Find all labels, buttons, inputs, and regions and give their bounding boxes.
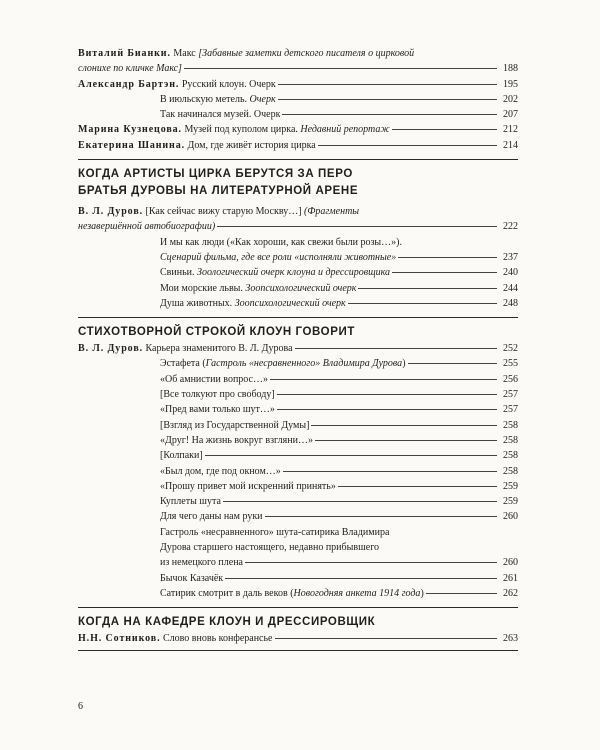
page-number: 214 — [503, 139, 518, 151]
dot-leader — [398, 257, 497, 258]
section-heading: СТИХОТВОРНОЙ СТРОКОЙ КЛОУН ГОВОРИТ — [78, 326, 355, 339]
entry-title: Бычок Казачёк — [160, 572, 224, 584]
section-heading: КОГДА НА КАФЕДРЕ КЛОУН И ДРЕССИРОВЩИК — [78, 616, 376, 629]
page-number: 222 — [503, 221, 518, 233]
toc-entry — [78, 631, 518, 646]
dot-leader — [270, 379, 497, 380]
entry-title: «Был дом, где под окном…» — [160, 465, 281, 477]
toc-entry — [78, 494, 518, 509]
toc-entry — [78, 525, 518, 556]
entry-title: «Друг! На жизнь вокруг взгляни…» — [160, 434, 313, 446]
entry-author: Виталий Бианки. — [78, 48, 171, 59]
dot-leader — [282, 114, 497, 115]
toc-entry — [78, 296, 518, 311]
page-number: 258 — [503, 419, 518, 431]
entry-author: Марина Кузнецова. — [78, 124, 182, 136]
entry-title: В июльскую метель. — [160, 93, 248, 105]
entry-title: Русский клоун. Очерк — [181, 78, 276, 90]
page-number: 262 — [503, 587, 518, 599]
page-number: 257 — [503, 404, 518, 416]
dot-leader — [278, 99, 497, 100]
dot-leader — [275, 638, 498, 639]
entry-title: Душа животных. — [160, 297, 233, 309]
toc-entry — [78, 265, 518, 280]
page-number: 258 — [503, 465, 518, 477]
dot-leader — [225, 578, 497, 579]
dot-leader — [426, 593, 497, 594]
dot-leader — [338, 486, 497, 487]
toc-entry-cont — [78, 219, 518, 234]
toc-entry — [78, 464, 518, 479]
toc-entry — [78, 448, 518, 463]
entry-author: Екатерина Шанина. — [78, 139, 186, 151]
entry-title: [Как сейчас вижу старую Москву…] — [145, 206, 302, 218]
dot-leader — [184, 68, 497, 69]
entry-author: В. Л. Дуров. — [78, 206, 144, 218]
entry-title: Свиньи. — [160, 267, 195, 279]
page-number: 256 — [503, 373, 518, 385]
page-number: 259 — [503, 496, 518, 508]
section-heading: КОГДА АРТИСТЫ ЦИРКА БЕРУТСЯ ЗА ПЕРО — [78, 168, 353, 181]
dot-leader — [265, 516, 497, 517]
entry-author: Н.Н. Сотников. — [78, 633, 161, 645]
toc-entry-cont — [78, 555, 518, 570]
toc-entry — [78, 418, 518, 433]
dot-leader — [318, 145, 497, 146]
dot-leader — [278, 84, 497, 85]
entry-title: Карьера знаменитого В. Л. Дурова — [145, 343, 293, 355]
toc-entry — [78, 122, 518, 137]
dot-leader — [283, 471, 497, 472]
page-number: 260 — [503, 511, 518, 523]
dot-leader — [277, 409, 497, 410]
dot-leader — [392, 272, 497, 273]
section-divider — [78, 607, 518, 608]
entry-title: Для чего даны нам руки — [160, 511, 263, 523]
page-number: 202 — [503, 93, 518, 105]
dot-leader — [408, 363, 497, 364]
toc-entry — [78, 107, 518, 122]
page-folio: 6 — [78, 701, 83, 712]
toc-entry — [78, 92, 518, 107]
entry-title-2: (Гастроль «несравненного» Владимира Дурова) — [202, 358, 406, 370]
page-number: 207 — [503, 109, 518, 121]
dot-leader — [315, 440, 497, 441]
entry-author: Александр Бартэн. — [78, 78, 180, 90]
table-of-contents — [78, 46, 518, 657]
entry-title: Музей под куполом цирка. — [184, 124, 298, 136]
page-number: 259 — [503, 480, 518, 492]
toc-entry — [78, 356, 518, 371]
toc-entry — [78, 235, 518, 250]
toc-entry — [78, 281, 518, 296]
section-divider — [78, 317, 518, 318]
entry-title: «Прошу привет мой искренний принять» — [160, 480, 336, 492]
entry-title: «Об амнистии вопрос…» — [160, 373, 268, 385]
entry-note: Зоологический очерк клоуна и дрессировщика — [197, 267, 391, 279]
entry-title: Дурова старшего настоящего, недавно прибывшего — [160, 542, 380, 554]
entry-title: Мои морские львы. — [160, 282, 243, 294]
entry-title: Эстафета — [160, 358, 200, 370]
entry-title: Макс — [173, 48, 196, 59]
entry-title: [Взгляд из Государственной Думы] — [160, 419, 310, 431]
entry-title: [Колпаки] — [160, 450, 203, 462]
page-number: 261 — [503, 572, 518, 584]
dot-leader — [358, 288, 497, 289]
page-number: 258 — [503, 450, 518, 462]
page-number: 252 — [503, 343, 518, 355]
dot-leader — [295, 348, 497, 349]
entry-title: Гастроль «несравненного» шута-сатирика Владимира — [160, 526, 390, 538]
entry-title: Сценарий фильма, где все роли «исполняли животные» — [160, 251, 397, 263]
entry-note: незавершённой автобиографии) — [78, 221, 216, 233]
entry-note: Зоопсихологический очерк — [234, 297, 346, 309]
dot-leader — [217, 226, 497, 227]
page-number: 244 — [503, 282, 518, 294]
toc-entry — [78, 204, 518, 219]
toc-entry — [78, 509, 518, 524]
dot-leader — [392, 129, 497, 130]
page-number: 195 — [503, 78, 518, 90]
page-number: 248 — [503, 297, 518, 309]
dot-leader — [348, 303, 497, 304]
toc-entry — [78, 402, 518, 417]
toc-entry — [78, 77, 518, 92]
section-divider — [78, 650, 518, 651]
page-number: 240 — [503, 267, 518, 279]
page-number: 188 — [503, 63, 518, 75]
toc-entry — [78, 479, 518, 494]
toc-entry — [78, 341, 518, 356]
toc-entry — [78, 46, 518, 61]
entry-title: Так начинался музей. Очерк — [160, 109, 281, 121]
section-heading: БРАТЬЯ ДУРОВЫ НА ЛИТЕРАТУРНОЙ АРЕНЕ — [78, 185, 359, 198]
entry-note: Очерк — [249, 93, 276, 105]
dot-leader — [245, 562, 497, 563]
toc-entry — [78, 372, 518, 387]
entry-title: Сатирик смотрит в даль веков — [160, 587, 288, 599]
toc-entry — [78, 571, 518, 586]
toc-entry — [78, 250, 518, 265]
toc-entry — [78, 586, 518, 601]
entry-title: «Пред вами только шут…» — [160, 404, 275, 416]
toc-entry — [78, 138, 518, 153]
entry-author: В. Л. Дуров. — [78, 343, 144, 355]
entry-title: из немецкого плена — [160, 557, 243, 569]
page-number: 257 — [503, 389, 518, 401]
entry-note: Зоопсихологический очерк — [245, 282, 357, 294]
page-number: 258 — [503, 434, 518, 446]
entry-note: (Фрагменты — [304, 206, 360, 218]
entry-title: И мы как люди («Как хороши, как свежи были розы…»). — [160, 236, 402, 248]
entry-note: Недавний репортаж — [300, 124, 390, 136]
page-number: 263 — [503, 633, 518, 645]
page-number: 260 — [503, 557, 518, 569]
dot-leader — [205, 455, 497, 456]
entry-note: [Забавные заметки детского писателя о цирковой — [198, 48, 415, 59]
page-number: 212 — [503, 124, 518, 136]
dot-leader — [223, 501, 497, 502]
entry-note-wrap: (Новогодняя анкета 1914 года) — [290, 587, 424, 599]
toc-entry — [78, 387, 518, 402]
entry-title: Дом, где живёт история цирка — [187, 139, 316, 151]
dot-leader — [277, 394, 497, 395]
dot-leader — [311, 425, 497, 426]
toc-entry-cont — [78, 61, 518, 76]
entry-note: слонихе по кличке Макс] — [78, 63, 182, 75]
entry-title: Слово вновь конферансье — [162, 633, 273, 645]
entry-title: [Все толкуют про свободу] — [160, 389, 275, 401]
section-divider — [78, 159, 518, 160]
page-number: 255 — [503, 358, 518, 370]
toc-entry — [78, 433, 518, 448]
page-number: 237 — [503, 251, 518, 263]
entry-title: Куплеты шута — [160, 496, 221, 508]
